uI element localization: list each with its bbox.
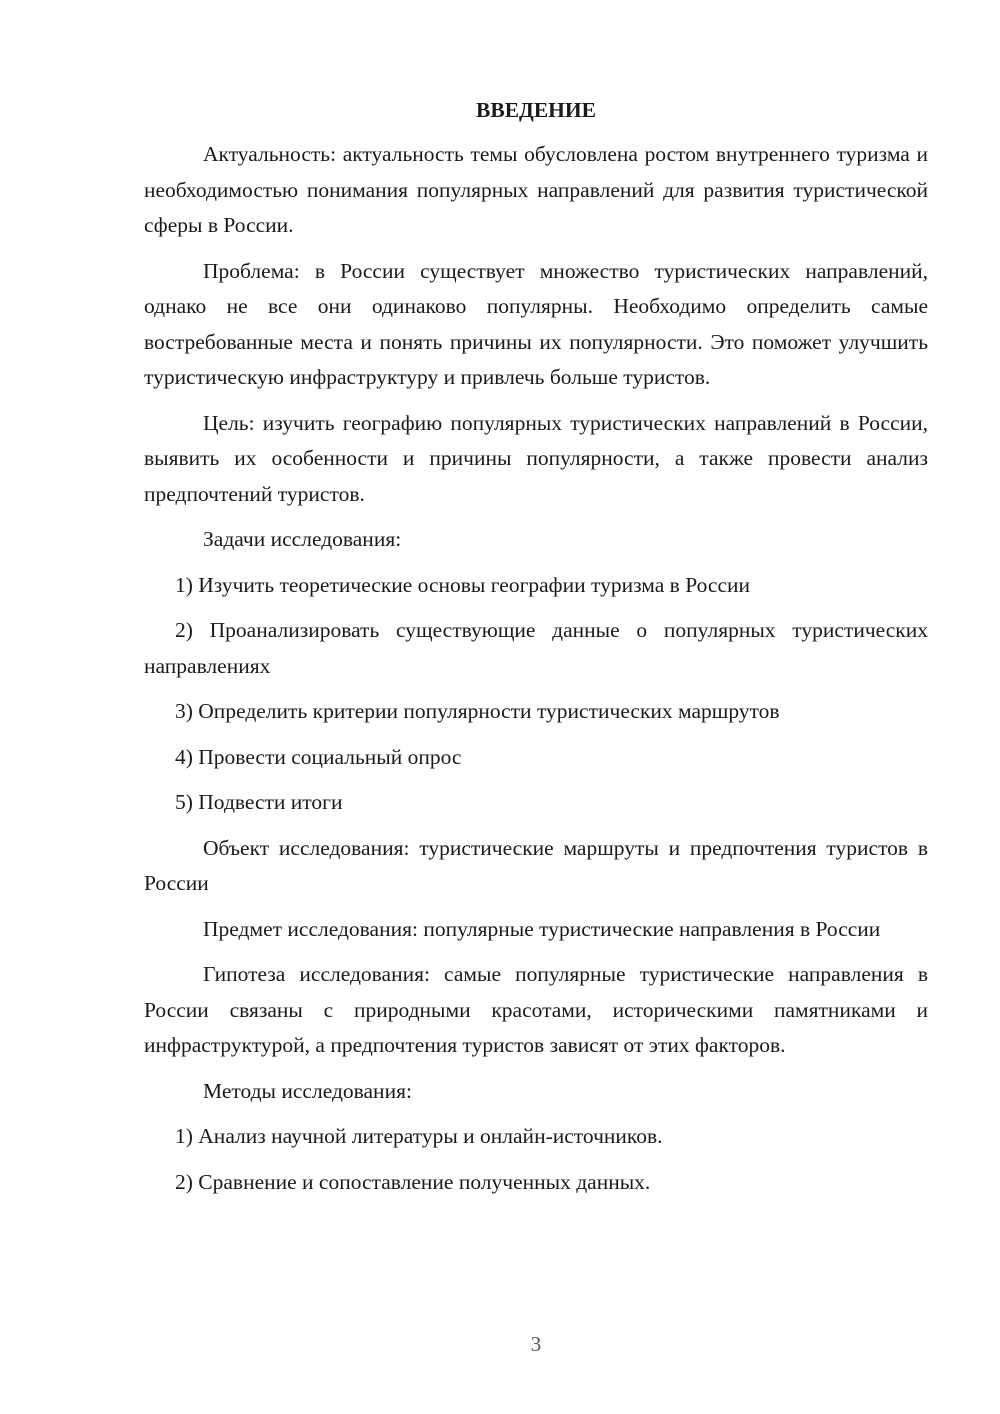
paragraph-goal: Цель: изучить географию популярных туристических направлений в России, выявить их особенности и причины популярности, а также провести анализ предпочтений туристов. — [144, 410, 928, 506]
task-item-1: 1) Изучить теоретические основы географии туризма в России — [175, 572, 751, 597]
document-body — [144, 94, 928, 1200]
method-item-1: 1) Анализ научной литературы и онлайн-источников. — [175, 1124, 663, 1148]
tasks-heading: Задачи исследования: — [203, 527, 402, 551]
paragraph-subject: Предмет исследования: популярные туристические направления в России — [203, 916, 881, 941]
methods-heading: Методы исследования: — [203, 1078, 412, 1103]
task-item-3: 3) Определить критерии популярности туристических маршрутов — [175, 699, 780, 723]
paragraph-object: Объект исследования: туристические маршруты и предпочтения туристов в России — [144, 835, 928, 895]
task-item-2: 2) Проанализировать существующие данные о популярных туристических направлениях — [144, 618, 928, 678]
method-item-2: 2) Сравнение и сопоставление полученных данных. — [175, 1169, 651, 1194]
task-item-4: 4) Провести социальный опрос — [175, 744, 462, 769]
paragraph-hypothesis: Гипотеза исследования: самые популярные туристические направления в России связаны с природными красотами, историческими памятниками и инфраструктурой, а предпочтения туристов зависят от этих факторов. — [144, 962, 928, 1057]
page-title: ВВЕДЕНИЕ — [476, 98, 596, 122]
task-item-5: 5) Подвести итоги — [175, 790, 343, 814]
paragraph-problem: Проблема: в России существует множество туристических направлений, однако не все они одинаково популярны. Необходимо определить самые востребованные места и понять причины их популярности. Это поможет улучшить туристическую инфраструктуру и привлечь больше туристов. — [144, 258, 928, 389]
page-number: 3 — [530, 1332, 542, 1356]
paragraph-relevance: Актуальность: актуальность темы обусловлена ростом внутреннего туризма и необходимостью понимания популярных направлений для развития туристической сферы в России. — [144, 142, 928, 237]
